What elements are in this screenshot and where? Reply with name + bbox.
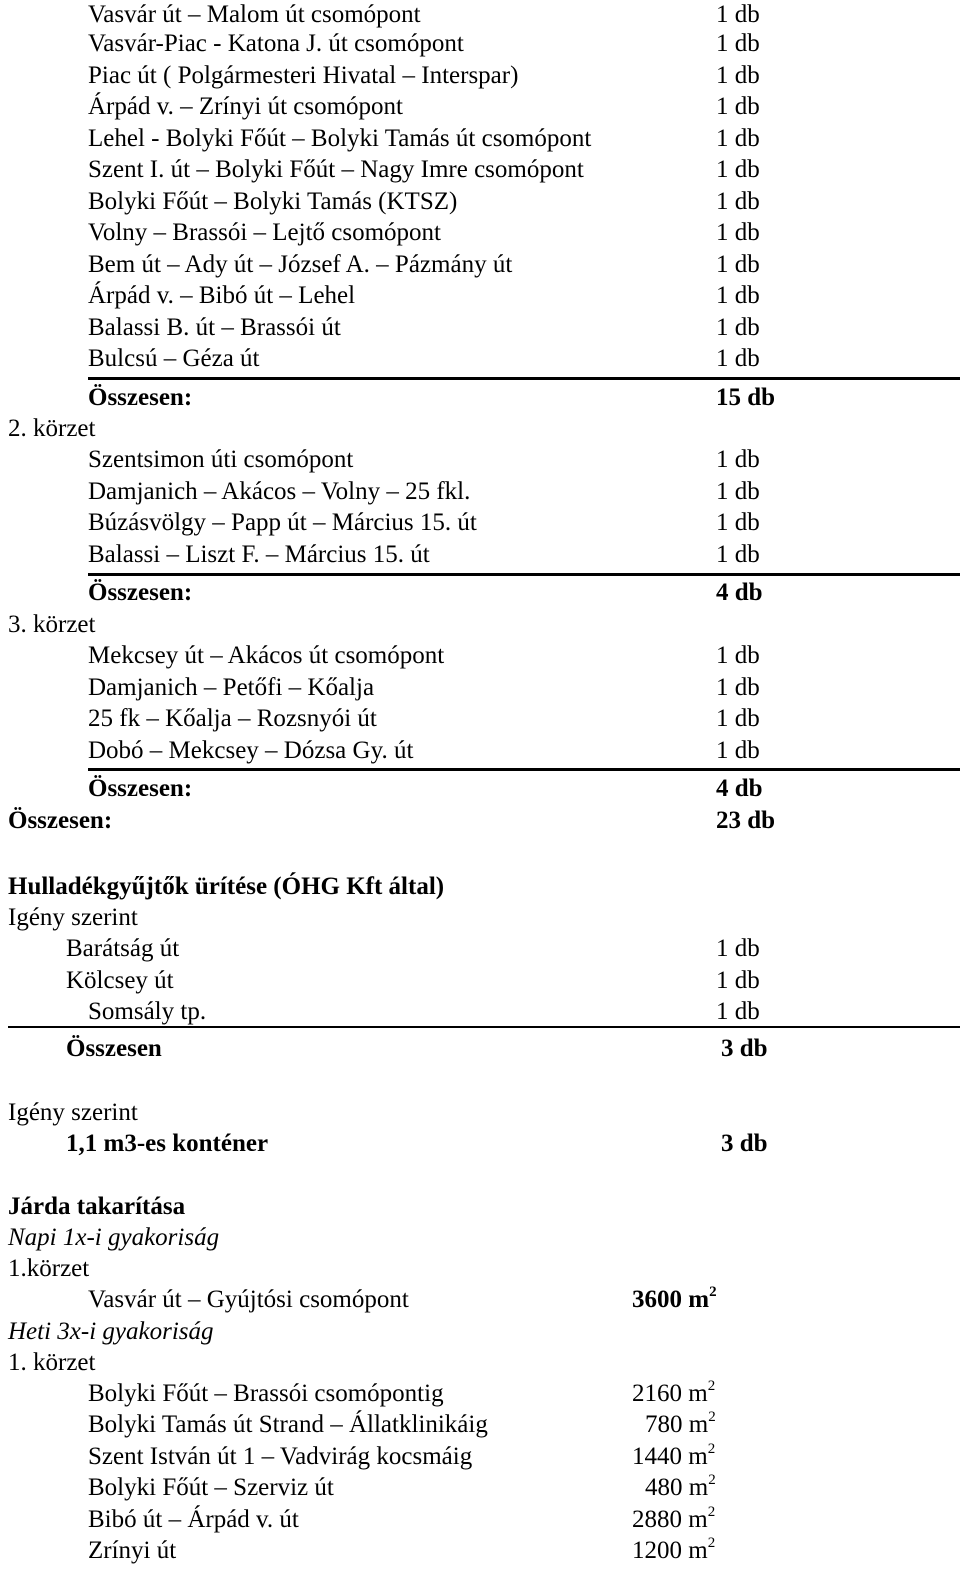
item-label: Bolyki Főút – Szerviz út [88, 1474, 334, 1501]
item-label: Damjanich – Akácos – Volny – 25 fkl. [88, 478, 471, 505]
item-qty: 1 db [716, 219, 760, 246]
item-qty: 1 db [716, 642, 760, 669]
subtotal-qty: 3 db [721, 1035, 768, 1062]
item-area: 1200 $m^2$ [632, 1535, 716, 1564]
item-qty: 1 db [716, 737, 760, 764]
item-label: Zrínyi út [88, 1537, 177, 1564]
subtotal-label: Összesen: [88, 384, 193, 411]
item-area: 3600 $m^2$ [632, 1284, 717, 1313]
item-label: Bolyki Tamás út Strand – Állatklinikáig [88, 1411, 488, 1438]
item-qty: 1 db [716, 509, 760, 536]
grand-total-label: Összesen: [8, 807, 113, 834]
subtotal-label: Összesen: [88, 775, 193, 802]
item-label: 25 fk – Kőalja – Rozsnyói út [88, 705, 377, 732]
item-area: 780 $m^2$ [645, 1409, 716, 1438]
item-label: Piac út ( Polgármesteri Hivatal – Interspar) [88, 62, 519, 89]
item-label: Dobó – Mekcsey – Dózsa Gy. út [88, 737, 414, 764]
item-qty: 1 db [716, 156, 760, 183]
item-qty: 1 db [716, 125, 760, 152]
divider [88, 377, 960, 380]
item-qty: 3 db [721, 1130, 768, 1157]
item-qty: 1 db [716, 1, 760, 28]
item-qty: 1 db [716, 62, 760, 89]
item-area: 1440 $m^2$ [632, 1441, 716, 1470]
item-area: 2160 $m^2$ [632, 1378, 716, 1407]
item-qty: 1 db [716, 446, 760, 473]
item-area: 480 $m^2$ [645, 1472, 716, 1501]
divider [88, 573, 960, 576]
subtotal-label: Összesen [66, 1035, 162, 1062]
item-label: Árpád v. – Zrínyi út csomópont [88, 93, 404, 120]
item-qty: 1 db [716, 705, 760, 732]
item-qty: 1 db [716, 282, 760, 309]
subtotal-label: Összesen: [88, 579, 193, 606]
item-label: Vasvár út – Malom út csomópont [88, 1, 421, 28]
item-label: Damjanich – Petőfi – Kőalja [88, 674, 375, 701]
item-area: 2880 $m^2$ [632, 1504, 716, 1533]
item-qty: 1 db [716, 188, 760, 215]
item-label: Bolyki Főút – Brassói csomópontig [88, 1380, 444, 1407]
grand-total-qty: 23 db [716, 807, 776, 834]
item-label: Barátság út [66, 935, 180, 962]
item-qty: 1 db [716, 967, 760, 994]
item-label: Árpád v. – Bibó út – Lehel [88, 282, 356, 309]
item-label: Bolyki Főút – Bolyki Tamás (KTSZ) [88, 188, 458, 215]
item-label: Búzásvölgy – Papp út – Március 15. út [88, 509, 477, 536]
item-qty: 1 db [716, 251, 760, 278]
divider [88, 768, 960, 771]
divider [8, 1026, 960, 1028]
item-label: Bem út – Ady út – József A. – Pázmány út [88, 251, 513, 278]
item-label: Bibó út – Árpád v. út [88, 1506, 299, 1533]
item-label: 1,1 m3-es konténer [66, 1130, 269, 1157]
item-qty: 1 db [716, 93, 760, 120]
item-label: Somsály tp. [88, 998, 207, 1025]
item-label: Vasvár út – Gyújtósi csomópont [88, 1286, 409, 1313]
item-qty: 1 db [716, 478, 760, 505]
item-label: Balassi B. út – Brassói út [88, 314, 341, 341]
item-qty: 1 db [716, 30, 760, 57]
item-qty: 1 db [716, 541, 760, 568]
item-label: Szent I. út – Bolyki Főút – Nagy Imre csomópont [88, 156, 584, 183]
item-label: Kölcsey út [66, 967, 174, 994]
item-qty: 1 db [716, 998, 760, 1025]
item-label: Volny – Brassói – Lejtő csomópont [88, 219, 442, 246]
item-qty: 1 db [716, 674, 760, 701]
item-label: Lehel - Bolyki Főút – Bolyki Tamás út csomópont [88, 125, 592, 152]
item-label: Vasvár-Piac - Katona J. út csomópont [88, 30, 464, 57]
item-qty: 1 db [716, 935, 760, 962]
item-label: Szent István út 1 – Vadvirág kocsmáig [88, 1443, 473, 1470]
item-qty: 1 db [716, 345, 760, 372]
item-label: Balassi – Liszt F. – Március 15. út [88, 541, 430, 568]
item-qty: 1 db [716, 314, 760, 341]
subtotal-qty: 4 db [716, 775, 763, 802]
subtotal-qty: 4 db [716, 579, 763, 606]
item-label: Mekcsey út – Akácos út csomópont [88, 642, 445, 669]
item-label: Bulcsú – Géza út [88, 345, 260, 372]
subtotal-qty: 15 db [716, 384, 776, 411]
item-label: Szentsimon úti csomópont [88, 446, 354, 473]
